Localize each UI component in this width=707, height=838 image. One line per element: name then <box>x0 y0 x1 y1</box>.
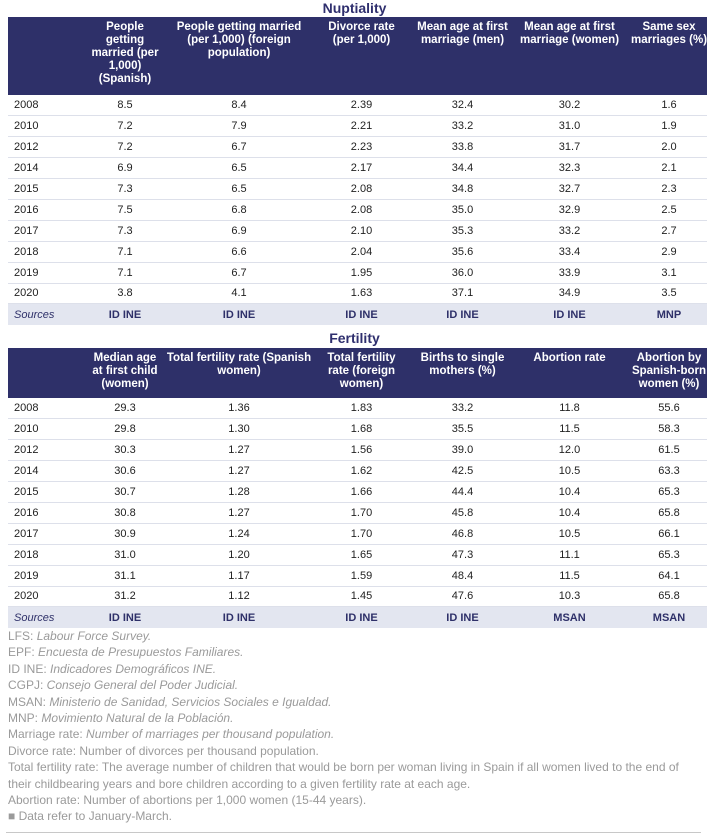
table-row <box>8 283 707 304</box>
table-cell: 63.3 <box>623 461 707 482</box>
table-cell: 7.3 <box>86 179 164 200</box>
table-row <box>8 116 707 137</box>
row-year: 2014 <box>8 461 86 482</box>
footnote-item <box>8 743 698 759</box>
table-cell: 1.65 <box>314 544 409 565</box>
footnote-text: Indicadores Demográficos INE. <box>50 661 217 676</box>
footnote-label: Divorce rate: <box>8 743 80 758</box>
table-cell: 2.21 <box>314 116 409 137</box>
table-cell: 64.1 <box>623 565 707 586</box>
table-cell: 11.5 <box>516 565 623 586</box>
table-cell: 32.7 <box>516 179 623 200</box>
table-cell: 3.5 <box>623 283 707 304</box>
table-cell: 1.56 <box>314 440 409 461</box>
footnote-item <box>8 677 698 693</box>
table-cell: 10.5 <box>516 461 623 482</box>
table-cell: 1.12 <box>164 586 314 607</box>
table-cell: 2.10 <box>314 220 409 241</box>
row-year: 2014 <box>8 158 86 179</box>
table-cell: 1.68 <box>314 419 409 440</box>
fertility-header-col-6: Abortion by Spanish-born women (%) <box>623 348 707 398</box>
bottom-divider <box>6 832 701 833</box>
nuptiality-section <box>8 0 707 325</box>
footnote-item <box>8 759 698 792</box>
table-cell: 30.6 <box>86 461 164 482</box>
table-cell: 55.6 <box>623 398 707 419</box>
table-cell: 42.5 <box>409 461 516 482</box>
table-cell: 32.3 <box>516 158 623 179</box>
table-row <box>8 179 707 200</box>
table-cell: 35.5 <box>409 419 516 440</box>
table-cell: 36.0 <box>409 262 516 283</box>
source-cell: MNP <box>623 304 707 325</box>
table-cell: 1.70 <box>314 523 409 544</box>
row-year: 2015 <box>8 482 86 503</box>
row-year: 2012 <box>8 440 86 461</box>
source-cell: MSAN <box>516 607 623 628</box>
table-cell: 32.4 <box>409 95 516 116</box>
table-cell: 1.9 <box>623 116 707 137</box>
fertility-header-col-2: Total fertility rate (Spanish women) <box>164 348 314 398</box>
footnote-text: Encuesta de Presupuestos Familiares. <box>38 645 244 660</box>
footnote-item <box>8 694 698 710</box>
table-cell: 1.30 <box>164 419 314 440</box>
table-cell: 30.3 <box>86 440 164 461</box>
table-cell: 1.59 <box>314 565 409 586</box>
table-cell: 2.9 <box>623 241 707 262</box>
footnotes <box>8 628 698 825</box>
footnote-text: Ministerio de Sanidad, Servicios Sociales e Igualdad. <box>49 694 332 709</box>
table-cell: 31.0 <box>86 544 164 565</box>
table-cell: 1.27 <box>164 440 314 461</box>
fertility-header-col-1: Median age at first child (women) <box>86 348 164 398</box>
table-cell: 11.8 <box>516 398 623 419</box>
table-cell: 32.9 <box>516 199 623 220</box>
table-cell: 61.5 <box>623 440 707 461</box>
nuptiality-header-col-0 <box>8 17 86 95</box>
footnote-text: Movimiento Natural de la Población. <box>41 711 234 726</box>
table-cell: 2.3 <box>623 179 707 200</box>
table-cell: 1.70 <box>314 502 409 523</box>
table-cell: 65.3 <box>623 544 707 565</box>
footnote-label: Abortion rate: <box>8 793 84 808</box>
source-cell: ID INE <box>516 304 623 325</box>
table-cell: 2.08 <box>314 179 409 200</box>
source-cell: ID INE <box>409 607 516 628</box>
table-cell: 33.2 <box>409 116 516 137</box>
table-row <box>8 262 707 283</box>
table-cell: 2.23 <box>314 137 409 158</box>
row-year: 2019 <box>8 262 86 283</box>
table-cell: 8.5 <box>86 95 164 116</box>
table-cell: 2.0 <box>623 137 707 158</box>
nuptiality-header-col-6: Same sex marriages (%) <box>623 17 707 95</box>
nuptiality-header-col-5: Mean age at first marriage (women) <box>516 17 623 95</box>
table-row <box>8 95 707 116</box>
table-cell: 58.3 <box>623 419 707 440</box>
table-cell: 7.3 <box>86 220 164 241</box>
table-cell: 4.1 <box>164 283 314 304</box>
table-cell: 2.1 <box>623 158 707 179</box>
table-row <box>8 586 707 607</box>
source-cell: ID INE <box>164 304 314 325</box>
table-cell: 33.8 <box>409 137 516 158</box>
footnote-label: LFS: <box>8 629 37 643</box>
table-cell: 37.1 <box>409 283 516 304</box>
table-cell: 6.5 <box>164 158 314 179</box>
table-row <box>8 482 707 503</box>
table-cell: 11.1 <box>516 544 623 565</box>
fertility-header-col-0 <box>8 348 86 398</box>
nuptiality-header-col-1: People getting married (per 1,000) (Spanish) <box>86 17 164 95</box>
row-year: 2012 <box>8 137 86 158</box>
table-cell: 30.7 <box>86 482 164 503</box>
table-cell: 1.95 <box>314 262 409 283</box>
table-cell: 44.4 <box>409 482 516 503</box>
row-year: 2020 <box>8 586 86 607</box>
row-year: 2008 <box>8 95 86 116</box>
table-cell: 1.63 <box>314 283 409 304</box>
table-cell: 12.0 <box>516 440 623 461</box>
table-cell: 6.7 <box>164 262 314 283</box>
sources-row <box>8 607 707 628</box>
footnote-label: CGPJ: <box>8 678 47 693</box>
table-row <box>8 523 707 544</box>
row-year: 2016 <box>8 502 86 523</box>
table-cell: 3.8 <box>86 283 164 304</box>
table-cell: 34.8 <box>409 179 516 200</box>
table-cell: 66.1 <box>623 523 707 544</box>
row-year: 2010 <box>8 116 86 137</box>
fertility-section <box>8 328 707 628</box>
table-cell: 6.9 <box>164 220 314 241</box>
nuptiality-header-col-4: Mean age at first marriage (men) <box>409 17 516 95</box>
row-year: 2017 <box>8 220 86 241</box>
table-cell: 30.2 <box>516 95 623 116</box>
row-year: 2018 <box>8 241 86 262</box>
source-cell: MSAN <box>623 607 707 628</box>
table-row <box>8 544 707 565</box>
table-cell: 33.2 <box>409 398 516 419</box>
source-cell: ID INE <box>86 304 164 325</box>
table-cell: 2.7 <box>623 220 707 241</box>
table-cell: 10.5 <box>516 523 623 544</box>
table-cell: 46.8 <box>409 523 516 544</box>
fertility-title: Fertility <box>8 328 701 348</box>
sources-label: Sources <box>8 304 86 325</box>
sources-row <box>8 304 707 325</box>
table-cell: 1.36 <box>164 398 314 419</box>
row-year: 2017 <box>8 523 86 544</box>
table-cell: 1.17 <box>164 565 314 586</box>
table-cell: 47.6 <box>409 586 516 607</box>
table-cell: 30.9 <box>86 523 164 544</box>
table-cell: 2.17 <box>314 158 409 179</box>
table-cell: 45.8 <box>409 502 516 523</box>
table-row <box>8 158 707 179</box>
footnote-item <box>8 710 698 726</box>
footnote-label: MNP: <box>8 711 42 726</box>
table-cell: 33.2 <box>516 220 623 241</box>
row-year: 2010 <box>8 419 86 440</box>
table-cell: 35.3 <box>409 220 516 241</box>
footnote-label: ID INE: <box>8 661 51 676</box>
footnote-label: Total fertility rate: <box>8 760 102 775</box>
source-cell: ID INE <box>314 304 409 325</box>
table-cell: 1.27 <box>164 461 314 482</box>
table-row <box>8 440 707 461</box>
table-cell: 34.4 <box>409 158 516 179</box>
table-cell: 31.1 <box>86 565 164 586</box>
source-cell: ID INE <box>409 304 516 325</box>
table-cell: 29.8 <box>86 419 164 440</box>
table-cell: 7.5 <box>86 199 164 220</box>
footnote-text: The average number of children that would be born per woman living in Spain if all women lived to the end of their childbearing years and bore children according to a given fertility rate at each age. <box>8 760 679 791</box>
footnote-text: Number of marriages per thousand population. <box>86 727 335 742</box>
fertility-header-col-5: Abortion rate <box>516 348 623 398</box>
row-year: 2016 <box>8 199 86 220</box>
row-year: 2008 <box>8 398 86 419</box>
table-cell: 7.1 <box>86 241 164 262</box>
fertility-header-col-3: Total fertility rate (foreign women) <box>314 348 409 398</box>
table-cell: 39.0 <box>409 440 516 461</box>
table-cell: 1.6 <box>623 95 707 116</box>
footnote-text: Consejo General del Poder Judicial. <box>46 678 239 693</box>
nuptiality-table <box>8 17 707 325</box>
table-cell: 47.3 <box>409 544 516 565</box>
table-row <box>8 565 707 586</box>
source-cell: ID INE <box>164 607 314 628</box>
table-cell: 2.08 <box>314 199 409 220</box>
table-row <box>8 220 707 241</box>
fertility-table <box>8 348 707 628</box>
table-cell: 1.45 <box>314 586 409 607</box>
table-cell: 2.04 <box>314 241 409 262</box>
row-year: 2020 <box>8 283 86 304</box>
table-cell: 1.24 <box>164 523 314 544</box>
footnote-label: MSAN: <box>8 694 50 709</box>
footnote-label: Marriage rate: <box>8 727 87 742</box>
table-cell: 10.4 <box>516 502 623 523</box>
table-row <box>8 137 707 158</box>
source-cell: ID INE <box>86 607 164 628</box>
table-cell: 29.3 <box>86 398 164 419</box>
footnote-text: Number of divorces per thousand population. <box>79 743 319 758</box>
footnote-item <box>8 628 698 644</box>
table-cell: 7.2 <box>86 137 164 158</box>
table-cell: 2.39 <box>314 95 409 116</box>
table-cell: 1.83 <box>314 398 409 419</box>
table-row <box>8 502 707 523</box>
footnote-item <box>8 661 698 677</box>
table-cell: 10.4 <box>516 482 623 503</box>
footnote-item <box>8 726 698 742</box>
table-cell: 65.8 <box>623 586 707 607</box>
table-cell: 6.6 <box>164 241 314 262</box>
fertility-header-col-4: Births to single mothers (%) <box>409 348 516 398</box>
table-cell: 7.1 <box>86 262 164 283</box>
table-cell: 30.8 <box>86 502 164 523</box>
footnote-item <box>8 808 698 824</box>
table-cell: 11.5 <box>516 419 623 440</box>
source-cell: ID INE <box>314 607 409 628</box>
table-cell: 8.4 <box>164 95 314 116</box>
table-cell: 65.8 <box>623 502 707 523</box>
table-cell: 33.9 <box>516 262 623 283</box>
table-cell: 3.1 <box>623 262 707 283</box>
table-cell: 1.27 <box>164 502 314 523</box>
table-row <box>8 419 707 440</box>
footnote-text: Number of abortions per 1,000 women (15-44 years). <box>83 793 367 808</box>
table-cell: 35.0 <box>409 199 516 220</box>
table-row <box>8 461 707 482</box>
table-cell: 1.66 <box>314 482 409 503</box>
table-cell: 6.7 <box>164 137 314 158</box>
footnote-label: ■ <box>8 809 19 824</box>
footnote-item <box>8 792 698 808</box>
row-year: 2015 <box>8 179 86 200</box>
table-row <box>8 398 707 419</box>
table-cell: 6.8 <box>164 199 314 220</box>
table-cell: 7.2 <box>86 116 164 137</box>
footnote-label: EPF: <box>8 645 39 660</box>
table-row <box>8 199 707 220</box>
table-cell: 33.4 <box>516 241 623 262</box>
table-cell: 6.9 <box>86 158 164 179</box>
footnote-text: Data refer to January-March. <box>18 809 172 824</box>
table-cell: 31.0 <box>516 116 623 137</box>
table-cell: 1.28 <box>164 482 314 503</box>
nuptiality-title: Nuptiality <box>8 0 701 17</box>
table-cell: 7.9 <box>164 116 314 137</box>
table-row <box>8 241 707 262</box>
table-cell: 48.4 <box>409 565 516 586</box>
table-cell: 34.9 <box>516 283 623 304</box>
row-year: 2018 <box>8 544 86 565</box>
table-cell: 65.3 <box>623 482 707 503</box>
footnote-text: Labour Force Survey. <box>36 629 152 643</box>
row-year: 2019 <box>8 565 86 586</box>
table-cell: 10.3 <box>516 586 623 607</box>
nuptiality-header-col-2: People getting married (per 1,000) (foreign population) <box>164 17 314 95</box>
table-cell: 1.20 <box>164 544 314 565</box>
table-cell: 6.5 <box>164 179 314 200</box>
footnote-item <box>8 644 698 660</box>
table-cell: 31.7 <box>516 137 623 158</box>
table-cell: 35.6 <box>409 241 516 262</box>
table-cell: 1.62 <box>314 461 409 482</box>
table-cell: 31.2 <box>86 586 164 607</box>
table-cell: 2.5 <box>623 199 707 220</box>
sources-label: Sources <box>8 607 86 628</box>
nuptiality-header-col-3: Divorce rate (per 1,000) <box>314 17 409 95</box>
